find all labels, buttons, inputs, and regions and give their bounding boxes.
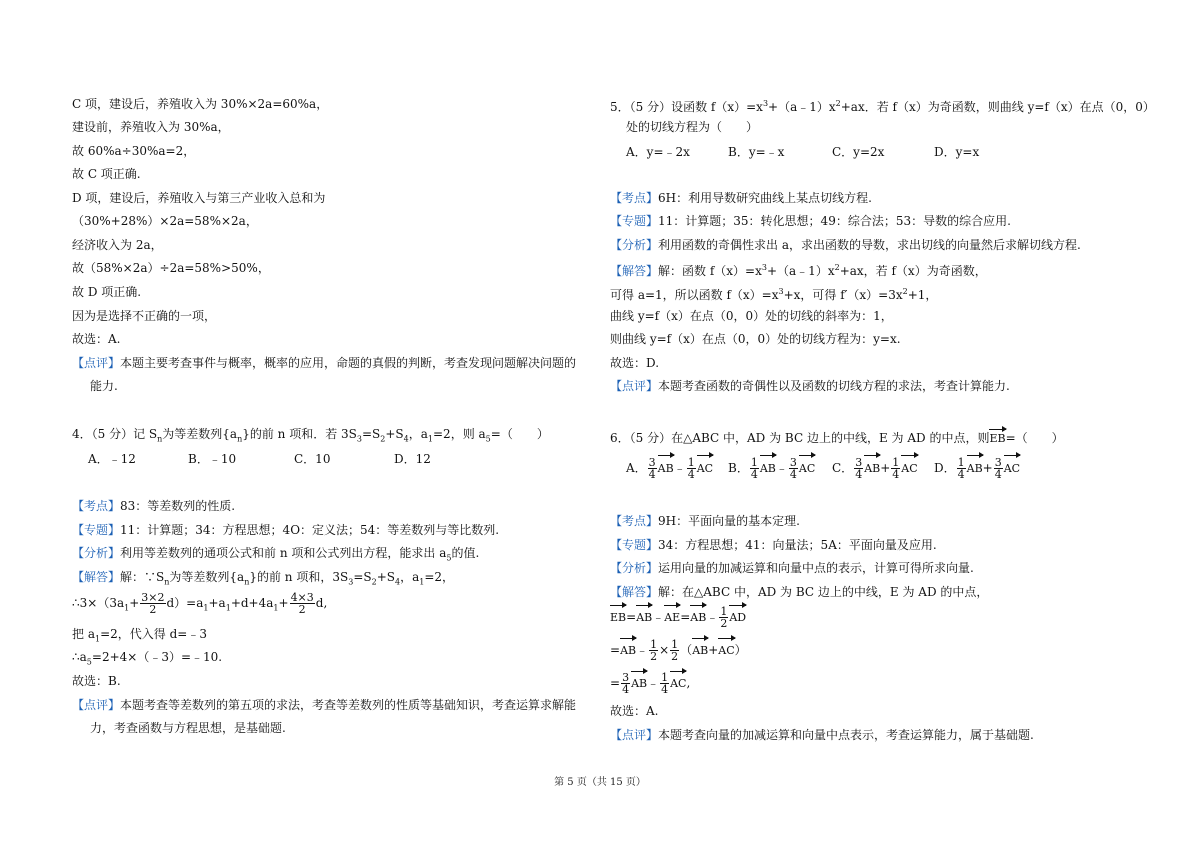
kaodian-line: 【考点】9H：平面向量的基本定理. xyxy=(610,514,800,528)
text-line: 故选：A. xyxy=(72,332,121,346)
option-c: C． $\frac{3}{4}$ AB+ $\frac{1}{4}$ AC xyxy=(832,456,918,481)
options-row xyxy=(626,456,1024,481)
jieda-line: 【解答】解：在△ABC 中，AD 为 BC 边上的中线，E 为 AD 的中点， xyxy=(610,585,989,599)
option-b: B．﹣10 xyxy=(188,452,237,466)
option-b: B． $\frac{1}{4}$ AB﹣ $\frac{3}{4}$ AC xyxy=(728,456,816,481)
page-footer: 第 5 页（共 15 页） xyxy=(554,777,646,788)
option-a: A．y=﹣2x xyxy=(626,145,690,159)
option-d: D． $\frac{1}{4}$ AB+ $\frac{3}{4}$ AC xyxy=(934,456,1021,481)
zhuanti-line: 【专题】11：计算题；34：方程思想；4O：定义法；54：等差数列与等比数列. xyxy=(72,523,500,537)
question-stem: 4．（5 分）记 $S_n$为等差数列$\{a_n\}$的前 n 项和．若 $3S_3=S_2+S_4$，$a_1=2$，则 $a_5=$（ ） xyxy=(72,427,549,444)
text-line: 则曲线 y=f（x）在点（0，0）处的切线方程为：y=x. xyxy=(610,332,901,346)
text-line: 把 $a_1=2$，代入得 d=﹣3 xyxy=(72,627,207,644)
question-stem: 6．（5 分）在△ABC 中，AD 为 BC 边上的中线，E 为 AD 的中点，则EB=（ ） xyxy=(610,431,1064,445)
text-line: （30%+28%）×2a=58%×2a， xyxy=(72,214,258,228)
text-line: D 项，建设后，养殖收入与第三产业收入总和为 xyxy=(72,191,326,205)
comment-text: 能力. xyxy=(90,379,118,393)
option-c: C．y=2x xyxy=(832,145,885,159)
option-d: D．12 xyxy=(394,452,431,466)
question-stem: 5．（5 分）设函数 $f(x)=x^3+(a﹣1)x^2+ax$．若 f（x）为奇函数，则曲线 y=f（x）在点（0，0） xyxy=(610,99,1155,114)
comment-line: 【点评】本题考查函数的奇偶性以及函数的切线方程的求法，考查计算能力. xyxy=(610,379,1010,393)
kaodian-line: 【考点】6H：利用导数研究曲线上某点切线方程. xyxy=(610,191,872,205)
comment-line: 【点评】本题考查向量的加减运算和向量中点表示，考查运算能力，属于基础题. xyxy=(610,728,1034,742)
text-line: 故选：D. xyxy=(610,356,660,370)
options-row xyxy=(88,451,431,467)
text-line: 可得 a=1，所以函数 $f(x)=x^3+x$，可得 $f'(x)=3x^2+1$， xyxy=(610,287,938,302)
formula-line: = $\frac{3}{4}$ AB﹣ $\frac{1}{4}$ AC, xyxy=(610,671,691,696)
text-line: 故选：A. xyxy=(610,704,659,718)
options-row xyxy=(626,144,979,160)
fraction: $\frac{3\times 2}{2}$ xyxy=(141,591,165,616)
comment-line: 力，考查函数与方程思想，是基础题. xyxy=(90,721,286,735)
option-a: A．﹣12 xyxy=(88,452,136,466)
formula-line: $\therefore 3\times(3a_1+$ $\frac{3\times 2}{2}$ $d)=a_1+a_1+d+4a_1+$ $\frac{4\times 3}{2}$ d, xyxy=(72,591,328,616)
comment-line xyxy=(72,378,118,394)
kaodian-line: 【考点】83：等差数列的性质. xyxy=(72,499,236,513)
fenxi-line: 【分析】利用函数的奇偶性求出 a，求出函数的导数，求出切线的向量然后求解切线方程. xyxy=(610,238,1081,252)
comment-line xyxy=(72,355,576,371)
text-line: C 项，建设后，养殖收入为 30%×2a=60%a， xyxy=(72,97,329,111)
question-stem: 处的切线方程为（ ） xyxy=(626,120,759,134)
jieda-line: 【解答】解：函数 $f(x)=x^3+(a﹣1)x^2+ax$，若 f（x）为奇函数， xyxy=(610,263,987,278)
text-line: 故 60%a÷30%a=2， xyxy=(72,144,196,158)
comment-tag: 【点评】 xyxy=(72,356,121,370)
fenxi-line: 【分析】利用等差数列的通项公式和前 n 项和公式列出方程，能求出 $a_5$的值. xyxy=(72,546,480,563)
zhuanti-line: 【专题】34：方程思想；41：向量法；5A：平面向量及应用. xyxy=(610,538,937,552)
text-line: 建设前，养殖收入为 30%a， xyxy=(72,120,230,134)
option-c: C．10 xyxy=(294,452,331,466)
zhuanti-line: 【专题】11：计算题；35：转化思想；49：综合法；53：导数的综合应用. xyxy=(610,214,1011,228)
comment-line: 【点评】本题考查等差数列的第五项的求法，考查等差数列的性质等基础知识，考查运算求解能 xyxy=(72,698,577,712)
option-b: B．y=﹣x xyxy=(728,145,785,159)
text-line: 故 D 项正确. xyxy=(72,285,142,299)
option-a: A． $\frac{3}{4}$ AB﹣ $\frac{1}{4}$ AC xyxy=(626,456,714,481)
text-line: 故 C 项正确. xyxy=(72,167,141,181)
fraction: $\frac{4\times 3}{2}$ xyxy=(290,591,314,616)
fenxi-line: 【分析】运用向量的加减运算和向量中点的表示，计算可得所求向量. xyxy=(610,561,974,575)
option-d: D．y=x xyxy=(934,145,980,159)
text-line: $\therefore a_5=2+4\times(﹣3)=﹣10$. xyxy=(72,650,223,667)
vector-eb: EB xyxy=(989,432,1006,445)
comment-text: 本题主要考查事件与概率，概率的应用，命题的真假的判断，考查发现问题解决问题的 xyxy=(120,356,577,370)
text-line: 经济收入为 2a， xyxy=(72,238,163,252)
formula-line: EB=AB﹣AE=AB﹣ $\frac{1}{2}$ AD xyxy=(610,605,747,630)
text-line: 曲线 y=f（x）在点（0，0）处的切线的斜率为：1， xyxy=(610,309,893,323)
text-line: 故选：B. xyxy=(72,674,121,688)
text-line: 故（58%×2a）÷2a=58%>50%， xyxy=(72,261,270,275)
formula-line: =AB﹣ $\frac{1}{2}$ × $\frac{1}{2}$ （AB+AC） xyxy=(610,638,747,663)
jieda-line: 【解答】解：$\because S_n$为等差数列$\{a_n\}$的前 n 项和，$3S_3=S_2+S_4$，$a_1=2$， xyxy=(72,570,455,587)
text-line: 因为是选择不正确的一项， xyxy=(72,309,217,323)
